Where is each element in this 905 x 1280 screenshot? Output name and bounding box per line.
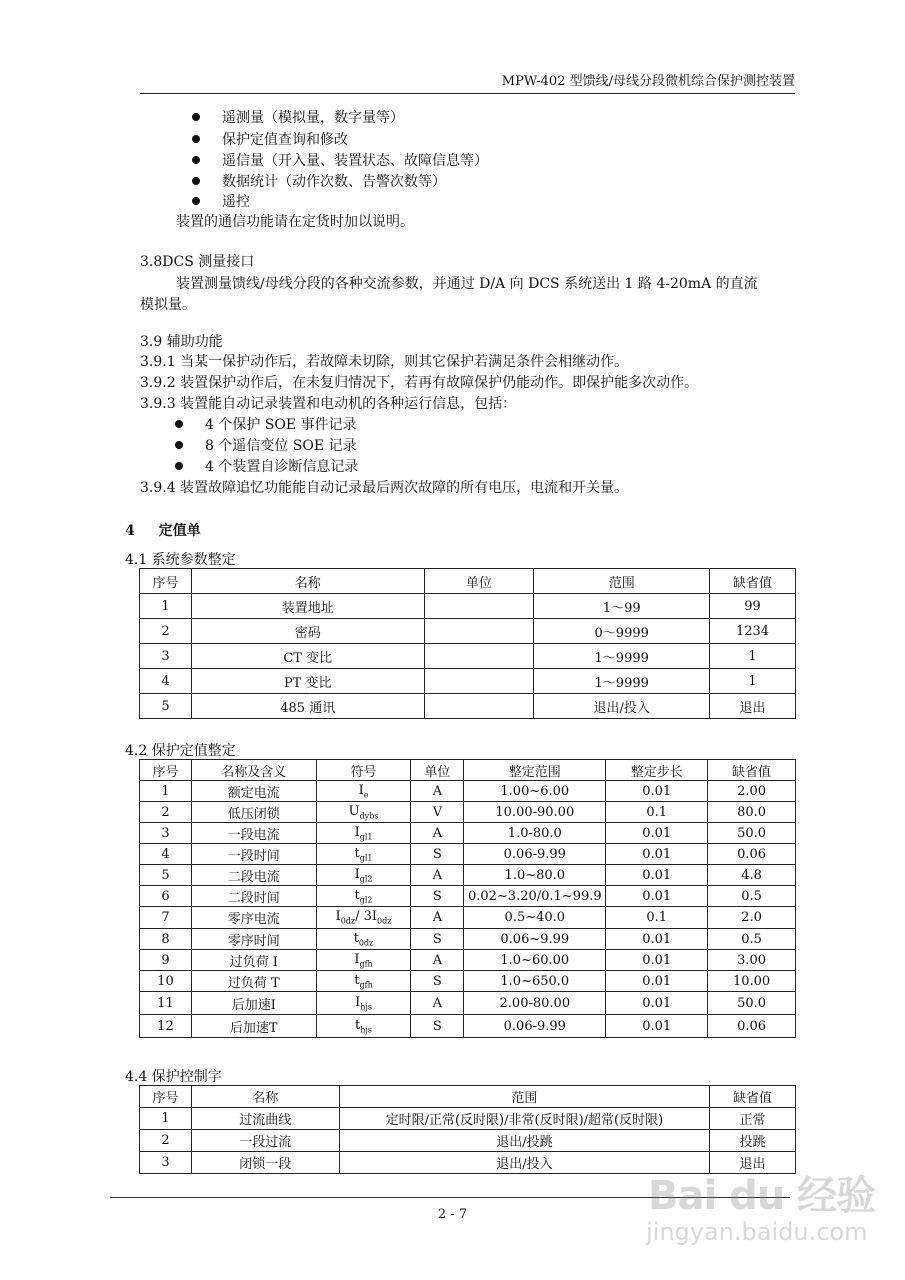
cell: [424, 694, 534, 719]
cell: 1.0~80.0: [464, 865, 606, 886]
symbol-cell: [316, 971, 411, 992]
cell: 一段过流: [191, 1130, 339, 1152]
table-4-1-caption: 4.1 系统参数整定: [125, 552, 236, 568]
symbol-base: t: [354, 887, 360, 903]
table-row: [140, 594, 796, 619]
symbol-base: I: [355, 994, 361, 1010]
cell: 50.0: [708, 992, 796, 1015]
symbol-subscript: hjs: [360, 1002, 372, 1012]
cell: 12: [140, 1015, 192, 1038]
header-cell: 名称及含义: [191, 760, 316, 781]
symbol-subscript: e: [363, 790, 369, 800]
cell: 1234: [710, 619, 796, 644]
header-cell: 符号: [316, 760, 411, 781]
symbol-cell: [316, 950, 411, 971]
cell: CT 变比: [191, 644, 424, 669]
cell: 二段时间: [191, 886, 316, 907]
cell: 3: [140, 644, 192, 669]
cell: S: [411, 971, 464, 992]
table-header-row: [140, 569, 796, 594]
cell: 0.06: [708, 1015, 796, 1038]
section-3-9-1: 3.9.1 当某一保护动作后，若故障未切除，则其它保护若满足条件会相继动作。: [140, 354, 629, 370]
cell: 后加速I: [191, 992, 316, 1015]
section-3-9-title: 3.9 辅助功能: [140, 334, 223, 350]
comm-bullet-1: 遥测量（模拟量，数字量等）: [192, 108, 404, 128]
header-cell: 序号: [140, 760, 192, 781]
table-header-row: [140, 1086, 796, 1108]
header-cell: 序号: [140, 569, 192, 594]
cell: 2: [140, 802, 192, 823]
section-4-title: 定值单: [158, 523, 201, 539]
table-row: [140, 886, 796, 907]
cell: 10.00: [708, 971, 796, 992]
cell: 1.0~60.00: [464, 950, 606, 971]
cell: 0.01: [606, 865, 708, 886]
table-row: [140, 1130, 796, 1152]
cell: 0.01: [606, 971, 708, 992]
section-4-number: 4: [125, 523, 135, 539]
cell: 485 通讯: [191, 694, 424, 719]
table-row: [140, 1015, 796, 1038]
cell: 退出/投入: [534, 694, 710, 719]
cell: 50.0: [708, 823, 796, 844]
cell: 1.0-80.0: [464, 823, 606, 844]
cell: A: [411, 823, 464, 844]
symbol-cell: [316, 802, 411, 823]
record-bullet-3: 4 个装置自诊断信息记录: [175, 457, 358, 477]
symbol-cell: [316, 907, 411, 929]
table-row: [140, 929, 796, 950]
cell: 4: [140, 669, 192, 694]
header-cell: 范围: [339, 1086, 709, 1108]
cell: [424, 594, 534, 619]
cell: 1.00~6.00: [464, 781, 606, 802]
cell: 低压闭锁: [191, 802, 316, 823]
cell: 0.01: [606, 844, 708, 865]
symbol-base: U: [348, 803, 360, 819]
cell: 后加速T: [191, 1015, 316, 1038]
table-row: [140, 865, 796, 886]
cell: 6: [140, 886, 192, 907]
symbol-subscript: gl2: [359, 895, 373, 905]
bullet-dot-icon: [192, 197, 200, 205]
cell: 零序电流: [191, 907, 316, 929]
system-params-table: [139, 568, 796, 719]
symbol-subscript: gl1: [359, 832, 373, 842]
bullet-dot-icon: [175, 420, 183, 428]
cell: 5: [140, 865, 192, 886]
cell: 0.01: [606, 992, 708, 1015]
header-cell: 单位: [424, 569, 534, 594]
symbol-cell: [316, 781, 411, 802]
cell: A: [411, 781, 464, 802]
cell: 装置地址: [191, 594, 424, 619]
comm-bullet-5: 遥控: [192, 192, 250, 212]
cell: 10.00-90.00: [464, 802, 606, 823]
cell: 过流曲线: [191, 1108, 339, 1130]
symbol-base: / 3I: [355, 909, 378, 925]
table-row: [140, 619, 796, 644]
symbol-base: I: [354, 951, 360, 967]
cell: 1: [140, 594, 192, 619]
cell: S: [411, 886, 464, 907]
symbol-base: I: [354, 824, 360, 840]
cell: 退出: [710, 694, 796, 719]
comm-bullet-2: 保护定值查询和修改: [192, 130, 348, 150]
symbol-cell: [316, 865, 411, 886]
bullet-dot-icon: [192, 113, 200, 121]
cell: 0.01: [606, 1015, 708, 1038]
cell: 2: [140, 619, 192, 644]
cell: 3.00: [708, 950, 796, 971]
table-row: [140, 694, 796, 719]
cell: 1.0~650.0: [464, 971, 606, 992]
symbol-base: I: [335, 909, 341, 925]
table-header-row: [140, 760, 796, 781]
cell: 0.01: [606, 823, 708, 844]
cell: 3: [140, 823, 192, 844]
symbol-subscript: 0dz: [358, 938, 374, 948]
header-cell: 名称: [191, 569, 424, 594]
cell: 0.1: [606, 802, 708, 823]
table-row: [140, 971, 796, 992]
bullet-dot-icon: [175, 441, 183, 449]
table-row: [140, 992, 796, 1015]
symbol-subscript: gl2: [359, 874, 373, 884]
bullet-dot-icon: [192, 177, 200, 185]
cell: A: [411, 865, 464, 886]
cell: 0.06-9.99: [464, 844, 606, 865]
header-cell: 单位: [411, 760, 464, 781]
symbol-cell: [316, 992, 411, 1015]
cell: 退出/投入: [339, 1152, 709, 1174]
comm-bullet-3: 遥信量（开入量、装置状态、故障信息等）: [192, 151, 488, 171]
symbol-base: I: [354, 866, 360, 882]
section-3-8-title: 3.8DCS 测量接口: [140, 254, 255, 270]
bullet-dot-icon: [192, 156, 200, 164]
cell: [424, 619, 534, 644]
cell: 额定电流: [191, 781, 316, 802]
section-3-8-line-2: 模拟量。: [140, 297, 196, 313]
comm-bullet-4: 数据统计（动作次数、告警次数等）: [192, 172, 446, 192]
cell: 2: [140, 1130, 192, 1152]
section-3-8-line-1: 装置测量馈线/母线分段的各种交流参数，并通过 D/A 向 DCS 系统送出 1 路 4-20mA 的直流: [176, 276, 758, 292]
record-bullet-2: 8 个遥信变位 SOE 记录: [175, 436, 357, 456]
table-4-2-caption: 4.2 保护定值整定: [125, 743, 236, 759]
header-cell: 整定范围: [464, 760, 606, 781]
cell: 过负荷 T: [191, 971, 316, 992]
watermark-brand: Bai du 经验: [648, 1173, 876, 1219]
cell: 1: [140, 1108, 192, 1130]
cell: 3: [140, 1152, 192, 1174]
cell: [424, 669, 534, 694]
table-4-4-caption: 4.4 保护控制字: [125, 1069, 222, 1085]
cell: 0.02~3.20/0.1~99.9: [464, 886, 606, 907]
symbol-cell: [316, 823, 411, 844]
symbol-cell: [316, 844, 411, 865]
cell: 4: [140, 844, 192, 865]
cell: 99: [710, 594, 796, 619]
section-3-9-2: 3.9.2 装置保护动作后，在未复归情况下，若再有故障保护仍能动作。即保护能多次动作。: [140, 375, 699, 391]
table-row: [140, 644, 796, 669]
cell: 1～9999: [534, 644, 710, 669]
cell: 11: [140, 992, 192, 1015]
cell: 0.5: [708, 929, 796, 950]
cell: 过负荷 I: [191, 950, 316, 971]
cell: 80.0: [708, 802, 796, 823]
symbol-subscript: hjs: [360, 1025, 373, 1035]
cell: 退出: [710, 1152, 796, 1174]
section-3-9-3: 3.9.3 装置能自动记录装置和电动机的各种运行信息，包括：: [140, 396, 517, 412]
cell: A: [411, 907, 464, 929]
cell: 0.06-9.99: [464, 1015, 606, 1038]
symbol-subscript: 0dz: [340, 916, 356, 926]
cell: 7: [140, 907, 192, 929]
symbol-cell: [316, 929, 411, 950]
header-cell: 缺省值: [710, 569, 796, 594]
header-cell: 序号: [140, 1086, 192, 1108]
cell: S: [411, 929, 464, 950]
cell: [424, 644, 534, 669]
cell: A: [411, 992, 464, 1015]
table-row: [140, 844, 796, 865]
symbol-base: t: [354, 845, 360, 861]
cell: 闭锁一段: [191, 1152, 339, 1174]
baidu-watermark: [640, 1160, 880, 1260]
symbol-cell: [316, 886, 411, 907]
cell: V: [411, 802, 464, 823]
cell: 一段时间: [191, 844, 316, 865]
cell: 0.01: [606, 886, 708, 907]
cell: PT 变比: [191, 669, 424, 694]
cell: 一段电流: [191, 823, 316, 844]
cell: 5: [140, 694, 192, 719]
cell: 1: [710, 669, 796, 694]
comm-note: 装置的通信功能请在定货时加以说明。: [176, 214, 414, 230]
cell: 零序时间: [191, 929, 316, 950]
cell: 1: [710, 644, 796, 669]
cell: 1～9999: [534, 669, 710, 694]
symbol-subscript: gfh: [359, 959, 373, 969]
table-row: [140, 1108, 796, 1130]
table-row: [140, 669, 796, 694]
header-cell: 缺省值: [708, 760, 796, 781]
cell: 0～9999: [534, 619, 710, 644]
cell: 0.1: [606, 907, 708, 929]
cell: A: [411, 950, 464, 971]
cell: 投跳: [710, 1130, 796, 1152]
bullet-dot-icon: [192, 135, 200, 143]
cell: 2.0: [708, 907, 796, 929]
record-bullet-1: 4 个保护 SOE 事件记录: [175, 415, 357, 435]
section-4-heading: [125, 520, 201, 540]
header-cell: 范围: [534, 569, 710, 594]
cell: 0.06: [708, 844, 796, 865]
table-row: [140, 950, 796, 971]
cell: 2.00-80.00: [464, 992, 606, 1015]
header-cell: 缺省值: [710, 1086, 796, 1108]
cell: 0.06~9.99: [464, 929, 606, 950]
table-row: [140, 802, 796, 823]
symbol-subscript: 0dz: [377, 916, 392, 926]
cell: S: [411, 844, 464, 865]
section-3-9-4: 3.9.4 装置故障追忆功能能自动记录最后两次故障的所有电压，电流和开关量。: [140, 480, 629, 496]
table-row: [140, 823, 796, 844]
header-cell: 名称: [191, 1086, 339, 1108]
cell: 2.00: [708, 781, 796, 802]
cell: 定时限/正常(反时限)/非常(反时限)/超常(反时限): [339, 1108, 709, 1130]
cell: 10: [140, 971, 192, 992]
cell: 9: [140, 950, 192, 971]
cell: S: [411, 1015, 464, 1038]
cell: 1～99: [534, 594, 710, 619]
header-cell: 整定步长: [606, 760, 708, 781]
cell: 退出/投跳: [339, 1130, 709, 1152]
cell: 8: [140, 929, 192, 950]
protection-settings-table: [139, 759, 796, 1038]
cell: 二段电流: [191, 865, 316, 886]
symbol-subscript: gfh: [359, 980, 373, 990]
symbol-base: t: [353, 930, 359, 946]
symbol-subscript: dybs: [359, 811, 379, 821]
symbol-base: t: [355, 1017, 361, 1033]
cell: 1: [140, 781, 192, 802]
cell: 0.5: [708, 886, 796, 907]
table-row: [140, 907, 796, 929]
cell: 0.5~40.0: [464, 907, 606, 929]
watermark-url: jingyan.baidu.com: [646, 1218, 868, 1246]
page-header: MPW-402 型馈线/母线分段微机综合保护测控装置: [140, 70, 795, 94]
cell: 4.8: [708, 865, 796, 886]
symbol-subscript: gl1: [359, 853, 373, 863]
symbol-base: t: [354, 972, 360, 988]
cell: 密码: [191, 619, 424, 644]
bullet-dot-icon: [175, 462, 183, 470]
symbol-cell: [316, 1015, 411, 1038]
cell: 正常: [710, 1108, 796, 1130]
cell: 0.01: [606, 781, 708, 802]
table-row: [140, 781, 796, 802]
symbol-base: I: [358, 782, 364, 798]
page-number: 2 - 7: [437, 1207, 468, 1222]
cell: 0.01: [606, 950, 708, 971]
cell: 0.01: [606, 929, 708, 950]
